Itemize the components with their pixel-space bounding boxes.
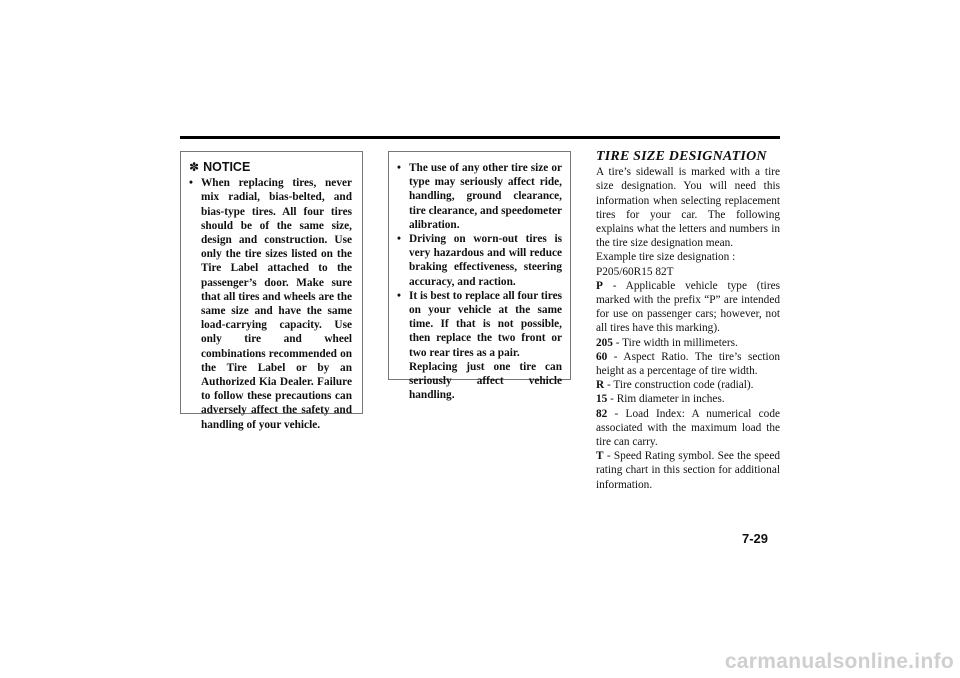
notice-symbol-icon: ✽	[189, 160, 200, 174]
warning-bullet-text: The use of any other tire size or type may seriously affect ride, handling, ground clearance, tire clearance, and speedometer alibration.	[409, 162, 562, 231]
intro-paragraph: A tire’s sidewall is marked with a tire size designation. You will need this information when selecting replacement tires for your car. The following explains what the letters and numbers in the tire size designation mean.	[596, 166, 780, 250]
designation-text: - Applicable vehicle type (tires marked with the prefix “P” are intended for use on passenger cars; however, not all tires have this marking).	[596, 279, 780, 335]
top-rule	[180, 136, 780, 139]
tire-size-section	[596, 150, 780, 492]
warning-bullet-text: Driving on worn-out tires is very hazardous and will reduce braking effectiveness, steering accuracy, and raction.	[409, 233, 562, 288]
designation-item	[596, 350, 780, 378]
bullet-icon: •	[189, 177, 193, 190]
example-label: Example tire size designation :	[596, 251, 736, 264]
section-heading: TIRE SIZE DESIGNATION	[596, 149, 767, 164]
bullet-icon: •	[397, 289, 401, 302]
warning-bullet	[397, 232, 562, 289]
designation-item	[596, 407, 780, 450]
designation-item	[596, 392, 780, 406]
watermark: carmanualsonline.info	[724, 650, 954, 673]
notice-bullet-list	[189, 176, 352, 432]
designation-text: - Aspect Ratio. The tire’s section height as a percentage of tire width.	[596, 350, 780, 378]
warning-box	[388, 151, 571, 402]
designation-text: - Speed Rating symbol. See the speed rating chart in this section for additional information.	[596, 450, 780, 491]
notice-title-text: NOTICE	[203, 160, 251, 174]
designation-text: - Tire width in millimeters.	[612, 336, 738, 349]
warning-bullet-list	[397, 161, 562, 402]
designation-code: P	[596, 279, 603, 292]
notice-bullet	[189, 176, 352, 432]
designation-item	[596, 279, 780, 336]
designation-text: - Rim diameter in inches.	[607, 393, 725, 406]
example-value: P205/60R15 82T	[596, 265, 674, 278]
page-number: 7-29	[742, 531, 769, 546]
designation-code: 60	[596, 350, 608, 363]
designation-code: 82	[596, 407, 608, 420]
designation-code: R	[596, 379, 605, 392]
designation-text: - Tire construction code (radial).	[604, 379, 754, 392]
designation-code: T	[596, 450, 604, 463]
warning-bullet	[397, 289, 562, 403]
designation-item	[596, 449, 780, 492]
notice-box	[180, 151, 363, 431]
bullet-icon: •	[397, 233, 401, 246]
notice-bullet-text: When replacing tires, never mix radial, bias-belted, and bias-type tires. All four tires should be of the same size, design and construction. Use only the tire sizes listed on the Tire Label attached to the passenger’s door. Make sure that all tires and wheels are the same size and have the same load-carrying capacity. Use only tire and wheel combinations recommended on the Tire Label or by an Authorized Kia Dealer. Failure to follow these precautions can adversely affect the safety and handling of your vehicle.	[201, 177, 352, 431]
bullet-icon: •	[397, 162, 401, 174]
notice-title	[189, 160, 352, 174]
designation-item	[596, 378, 780, 392]
warning-bullet-text: It is best to replace all four tires on your vehicle at the same time. If that is not possible, then replace the two front or two rear tires as a pair. Replacing just one tire can seriously affect vehicle handling.	[409, 289, 562, 402]
designation-item	[596, 336, 780, 350]
designation-code: 15	[596, 393, 608, 406]
designation-code: 205	[596, 336, 613, 349]
warning-bullet	[397, 161, 562, 232]
designation-text: - Load Index: A numerical code associated with the maximum load the tire can carry.	[596, 407, 780, 449]
